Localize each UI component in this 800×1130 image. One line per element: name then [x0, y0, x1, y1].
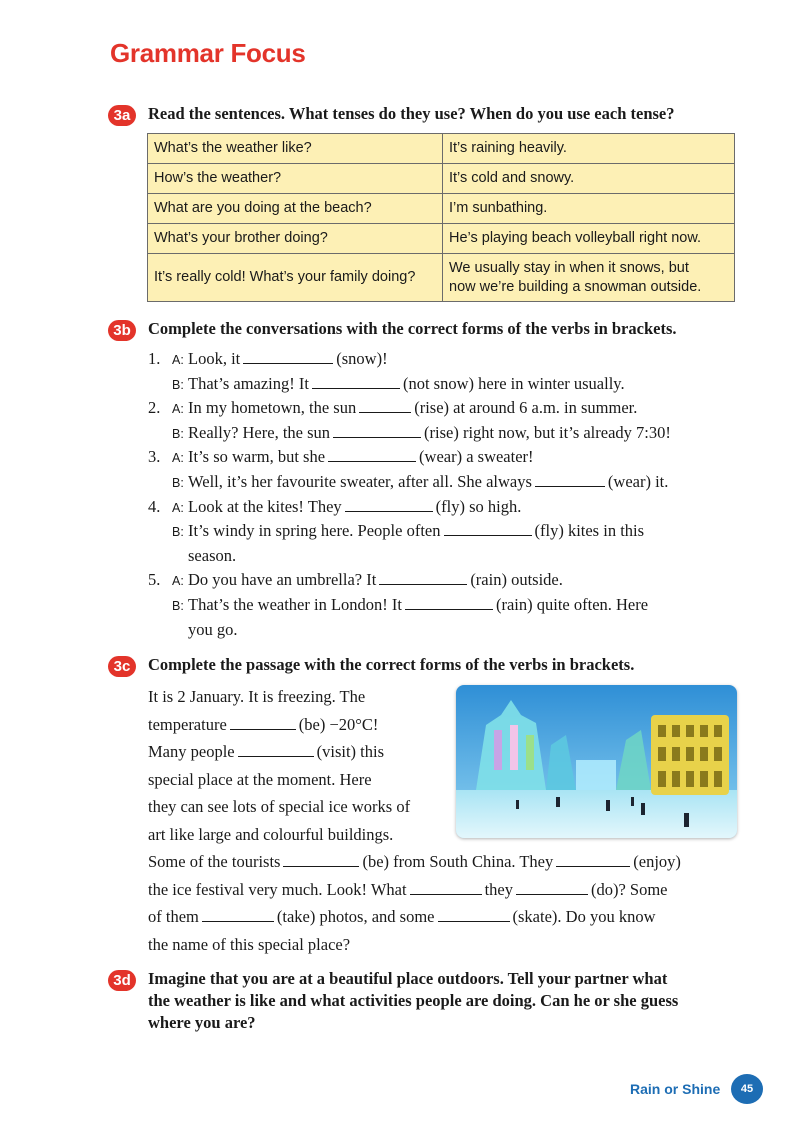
item-number: 5. — [148, 570, 161, 590]
text: (fly) so high. — [435, 496, 522, 516]
answer-blank[interactable] — [379, 570, 467, 585]
text: (take) photos, and some — [276, 907, 435, 926]
instruction-3d — [148, 968, 748, 1034]
answer-blank[interactable] — [202, 907, 274, 922]
text: (wear) it. — [607, 471, 669, 491]
answer-blank[interactable] — [230, 715, 296, 730]
instruction-3c: Complete the passage with the correct forms of the verbs in brackets. — [148, 655, 635, 674]
table-cell: What’s the weather like? — [148, 134, 443, 164]
text: (fly) kites in this — [534, 521, 645, 541]
section-badge-3a: 3a — [108, 105, 136, 126]
conversation-line — [148, 519, 748, 544]
passage-line: they can see lots of special ice works of — [148, 797, 411, 816]
answer-blank[interactable] — [328, 447, 416, 462]
text: (not snow) here in winter usually. — [402, 373, 625, 393]
text: (do)? Some — [590, 879, 668, 899]
answer-blank[interactable] — [312, 374, 400, 389]
text: you go. — [188, 619, 238, 639]
instruction-line: where you are? — [148, 1013, 256, 1032]
conversation-line — [148, 347, 748, 372]
table-row — [148, 194, 735, 224]
answer-blank[interactable] — [283, 852, 359, 867]
speaker-label: B: — [172, 377, 184, 392]
conversations — [148, 347, 748, 642]
instruction-line: Imagine that you are at a beautiful place outdoors. Tell your partner what — [148, 969, 668, 988]
grammar-table — [147, 133, 735, 302]
conversation-line — [148, 544, 748, 569]
answer-blank[interactable] — [535, 472, 605, 487]
text: That’s the weather in London! It — [188, 594, 402, 614]
answer-blank[interactable] — [410, 880, 482, 895]
answer-blank[interactable] — [438, 907, 510, 922]
text: (be) −20°C! — [298, 714, 379, 734]
item-number: 2. — [148, 398, 161, 418]
speaker-label: A: — [172, 451, 184, 466]
text: Look at the kites! They — [188, 496, 342, 516]
table-cell: It’s really cold! What’s your family doing? — [148, 254, 443, 302]
table-cell — [443, 254, 735, 302]
passage-line: It is 2 January. It is freezing. The — [148, 687, 366, 706]
answer-blank[interactable] — [516, 880, 588, 895]
table-row — [148, 164, 735, 194]
ice-festival-photo — [456, 685, 737, 838]
text: (enjoy) — [633, 852, 681, 871]
item-number: 3. — [148, 447, 161, 467]
speaker-label: A: — [172, 353, 184, 367]
conversation-line — [148, 372, 748, 397]
conversation-line — [148, 470, 748, 495]
passage-line — [148, 876, 748, 904]
speaker-label: A: — [172, 402, 184, 417]
table-cell: How’s the weather? — [148, 164, 443, 194]
text: (rain) quite often. Here — [495, 594, 649, 614]
speaker-label: A: — [172, 500, 184, 515]
text: Some of the tourists — [148, 852, 281, 871]
answer-blank[interactable] — [359, 398, 411, 413]
section-badge-3b: 3b — [108, 320, 136, 341]
instruction-3b: Complete the conversations with the correct forms of the verbs in brackets. — [148, 319, 677, 338]
text: It’s windy in spring here. People often — [188, 521, 441, 541]
text: (rise) right now, but it’s already 7:30! — [424, 422, 671, 442]
item-number: 4. — [148, 496, 161, 516]
text: That’s amazing! It — [188, 373, 309, 393]
text: (rain) outside. — [470, 570, 563, 590]
text: (skate). Do you know — [512, 907, 656, 926]
text: (visit) this — [316, 742, 384, 761]
unit-title: Rain or Shine — [630, 1081, 721, 1097]
answer-blank[interactable] — [333, 423, 421, 438]
table-cell-line: We usually stay in when it snows, but — [449, 259, 689, 276]
text: It’s so warm, but she — [188, 447, 326, 467]
text: season. — [188, 545, 237, 565]
item-number: 1. — [148, 349, 161, 368]
text: of them — [148, 907, 199, 926]
passage-line: art like large and colourful buildings. — [148, 824, 394, 844]
text: Many people — [148, 742, 235, 761]
text: Really? Here, the sun — [188, 422, 331, 442]
table-row — [148, 254, 735, 302]
passage-line: the name of this special place? — [148, 934, 351, 954]
conversation-line — [148, 445, 748, 470]
passage-line — [148, 848, 748, 876]
text: Look, it — [188, 349, 241, 368]
conversation-line — [148, 421, 748, 446]
speaker-label: B: — [172, 426, 184, 441]
text: temperature — [148, 714, 227, 734]
text: (be) from South China. They — [362, 852, 554, 871]
answer-blank[interactable] — [405, 595, 493, 610]
section-badge-3c: 3c — [108, 656, 136, 677]
conversation-line — [148, 618, 748, 643]
table-cell: I’m sunbathing. — [443, 194, 735, 224]
instruction-line: the weather is like and what activities people are doing. Can he or she guess — [148, 991, 679, 1010]
speaker-label: B: — [172, 475, 184, 490]
conversation-line — [148, 495, 748, 520]
text: In my hometown, the sun — [188, 398, 357, 418]
passage-line: special place at the moment. Here — [148, 769, 372, 789]
text: (snow)! — [336, 349, 388, 368]
speaker-label: A: — [172, 574, 184, 589]
table-cell: What’s your brother doing? — [148, 224, 443, 254]
answer-blank[interactable] — [243, 349, 333, 364]
instruction-3a: Read the sentences. What tenses do they use? When do you use each tense? — [148, 104, 675, 123]
text: Do you have an umbrella? It — [188, 570, 377, 590]
speaker-label: B: — [172, 598, 184, 613]
conversation-line — [148, 396, 748, 421]
table-cell: It’s cold and snowy. — [443, 164, 735, 194]
text: Well, it’s her favourite sweater, after all. She always — [188, 471, 532, 491]
text: the ice festival very much. Look! What — [148, 879, 407, 899]
conversation-line — [148, 593, 748, 618]
answer-blank[interactable] — [238, 742, 314, 757]
passage-line — [148, 903, 748, 931]
table-cell: He’s playing beach volleyball right now. — [443, 224, 735, 254]
table-row — [148, 134, 735, 164]
answer-blank[interactable] — [556, 852, 630, 867]
table-cell: What are you doing at the beach? — [148, 194, 443, 224]
text: they — [484, 879, 513, 899]
text: (rise) at around 6 a.m. in summer. — [414, 398, 638, 418]
answer-blank[interactable] — [444, 521, 532, 536]
section-badge-3d: 3d — [108, 970, 136, 991]
speaker-label: B: — [172, 525, 184, 540]
table-row — [148, 224, 735, 254]
page-number: 45 — [731, 1074, 763, 1104]
table-cell-line: now we’re building a snowman outside. — [449, 278, 702, 295]
page-title: Grammar Focus — [110, 38, 306, 68]
text: (wear) a sweater! — [419, 447, 534, 467]
answer-blank[interactable] — [345, 497, 433, 512]
conversation-line — [148, 568, 748, 593]
table-cell: It’s raining heavily. — [443, 134, 735, 164]
